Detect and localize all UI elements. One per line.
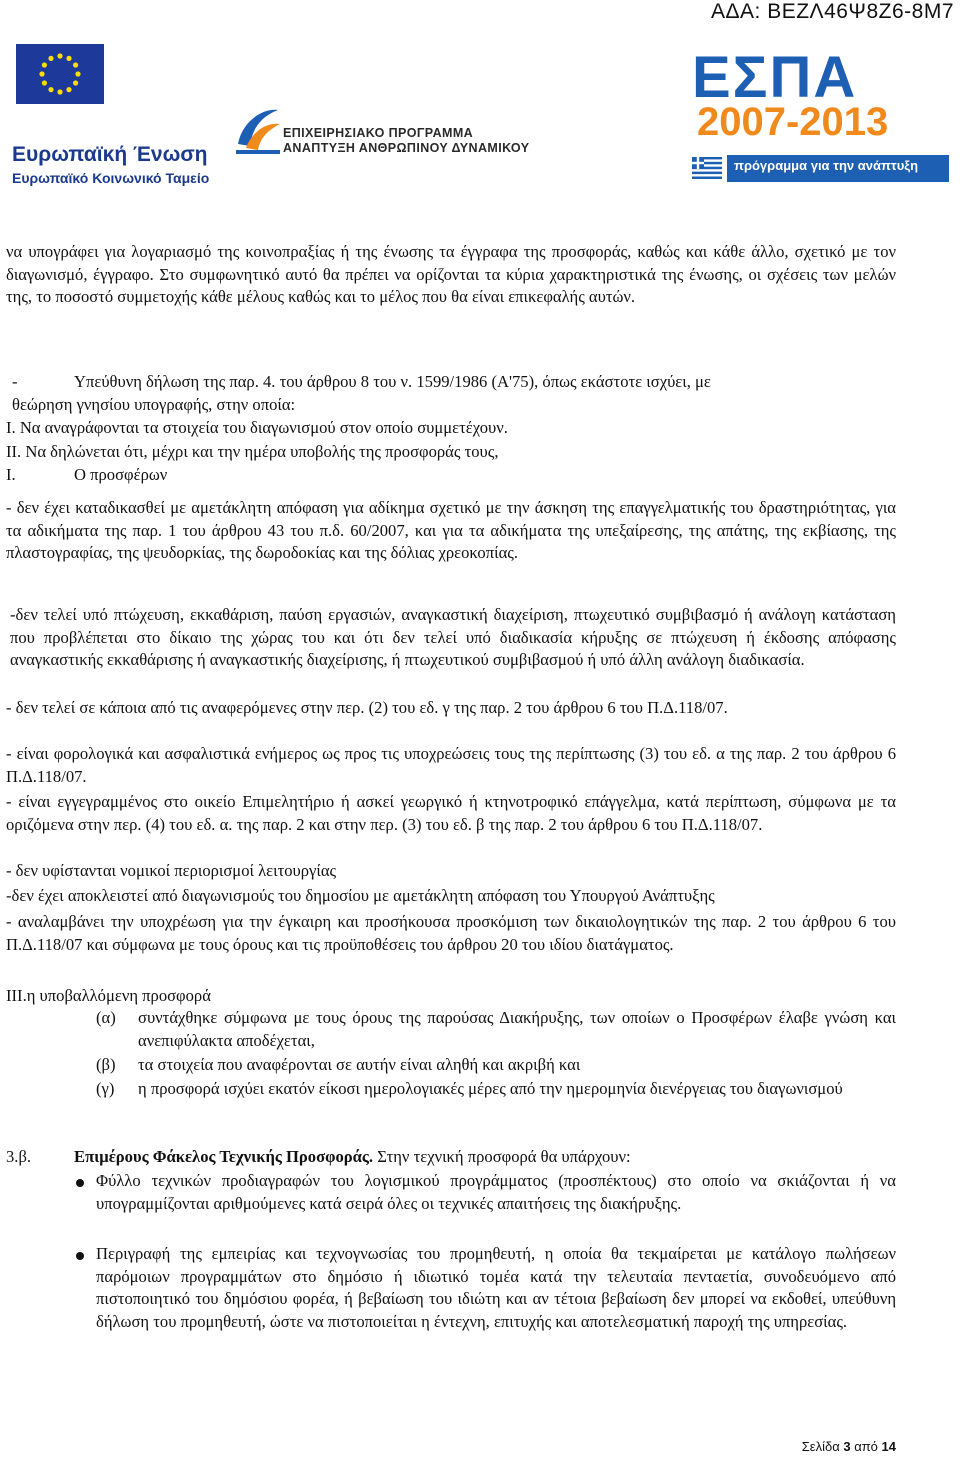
declaration-item-ii: ΙΙ. Να δηλώνεται ότι, μέχρι και την ημέρα υποβολής της προσφοράς τους,	[6, 442, 499, 461]
ada-code: ΑΔΑ: ΒΕΖΛ46Ψ8Ζ6-8Μ7	[710, 0, 954, 23]
offer-item-b-label: (β)	[96, 1055, 116, 1074]
program-logo-icon	[232, 100, 282, 160]
cases-paragraph: - δεν τελεί σε κάποια από τις αναφερόμενες στην περ. (2) του εδ. γ της παρ. 2 του άρθρου 6 του Π.Δ.118/07.	[6, 698, 728, 717]
eu-subtitle: Ευρωπαϊκό Κοινωνικό Ταμείο	[12, 170, 210, 186]
tax-paragraph: - είναι φορολογικά και ασφαλιστικά ενήμερος ως προς τις υποχρεώσεις τους της περίπτωσης (3) του εδ. α της παρ. 2 του άρθρου 6 Π.Δ.118/07.	[6, 744, 896, 786]
offer-item-a-text: συντάχθηκε σύμφωνα με τους όρους της παρούσας Διακήρυξης, των οποίων ο Προσφέρων έλαβε γνώση και ανεπιφύλακτα αποδέχεται,	[138, 1008, 896, 1050]
page-total: 14	[881, 1439, 896, 1454]
section-heading	[74, 1146, 631, 1169]
offer-item-a-label: (α)	[96, 1008, 116, 1027]
legal-paragraph: - δεν υφίστανται νομικοί περιορισμοί λειτουργίας	[6, 861, 337, 880]
bullet-dot-icon	[76, 1179, 84, 1187]
excluded-paragraph: -δεν έχει αποκλειστεί από διαγωνισμούς του δημοσίου με αμετάκλητη απόφαση του Υπουργού Ανάπτυξης	[6, 886, 715, 905]
bullet-item-experience: Περιγραφή της εμπειρίας και τεχνογνωσίας του προμηθευτή, η οποία θα τεκμαίρεται με κατάλογο πωλήσεων παρόμοιων προγραμμάτων στο δημόσιο ή ιδιωτικό τομέα κατά την τελευταία πενταετία, συνοδευόμενο από πιστοποιητικό του δημόσιου φορέα, ή βεβαίωση του ιδιώτη και αν τέτοια βεβαίωση δεν μπορεί να εκδοθεί, υπεύθυνη δήλωση του προμηθευτή, ώστε να πιστοποιείται η έντεχνη, επιτυχής και αποτελεσματική παροχή της υπηρεσίας.	[96, 1244, 896, 1331]
espa-slogan: πρόγραμμα για την ανάπτυξη	[734, 158, 919, 173]
page-number	[802, 1439, 896, 1454]
bankruptcy-paragraph: -δεν τελεί υπό πτώχευση, εκκαθάριση, παύση εργασιών, αναγκαστική διαχείριση, πτωχευτικό συμβιβασμό ή ανάλογη κατάσταση που προβλέπεται στο δίκαιο της χώρας του και ότι δεν τελεί υπό διαδικασία κήρυξης σε πτώχευση ή έκδοσης απόφασης αναγκαστικής εκκαθάρισης ή αναγκαστικής διαχείρισης, ή πτωχευτικού συμβιβασμού ή υπό άλλη ανάλογη διαδικασία.	[10, 605, 896, 669]
program-title-line1: ΕΠΙΧΕΙΡΗΣΙΑΚΟ ΠΡΟΓΡΑΜΜΑ	[283, 126, 474, 140]
declaration-line2: θεώρηση γνησίου υπογραφής, στην οποία:	[12, 395, 296, 414]
offer-item-b-text: τα στοιχεία που αναφέρονται σε αυτήν είναι αληθή και ακριβή και	[138, 1055, 581, 1074]
declaration-line1: Υπεύθυνη δήλωση της παρ. 4. του άρθρου 8 του ν. 1599/1986 (Α'75), όπως εκάστοτε ισχύει, με	[74, 372, 711, 391]
bullet-item-specifications: Φύλλο τεχνικών προδιαγραφών του λογισμικού προγράμματος (προσπέκτους) στο οποίο να σκιάζονται ή να υπογραμμίζονται αριθμούμενες κατά σειρά όλες οι τεχνικές απαιτήσεις της διακήρυξης.	[96, 1171, 896, 1213]
espa-logo-years: 2007-2013	[697, 100, 889, 144]
eu-title: Ευρωπαϊκή Ένωση	[12, 143, 208, 166]
eu-flag-logo	[16, 44, 104, 104]
program-title-line2: ΑΝΑΠΤΥΞΗ ΑΝΘΡΩΠΙΝΟΥ ΔΥΝΑΜΙΚΟΥ	[283, 141, 530, 155]
declaration-item-i2-text: Ο προσφέρων	[74, 465, 168, 484]
section-number: 3.β.	[6, 1147, 32, 1166]
declaration-item-i: Ι. Να αναγράφονται τα στοιχεία του διαγωνισμού στον οποίο συμμετέχουν.	[6, 418, 508, 437]
offer-item-c-text: η προσφορά ισχύει εκατόν είκοσι ημερολογιακές μέρες από την ημερομηνία διενέργειας του διαγωνισμού	[138, 1079, 843, 1098]
offer-heading: ΙΙΙ.η υποβαλλόμενη προσφορά	[6, 986, 211, 1005]
intro-paragraph: να υπογράφει για λογαριασμό της κοινοπραξίας ή της ένωσης τα έγγραφα της προσφοράς, καθώς και κάθε άλλο, σχετικό με τον διαγωνισμό, έγγραφο. Στο συμφωνητικό αυτό θα πρέπει να ορίζονται τα κύρια χαρακτηριστικά της ένωσης, οι σχέσεις των μελών της, το ποσοστό συμμετοχής κάθε μέλους καθώς και το μέλος που θα είναι επικεφαλής αυτών.	[6, 242, 896, 306]
declaration-item-i2-number: Ι.	[6, 465, 16, 484]
conviction-paragraph: - δεν έχει καταδικασθεί με αμετάκλητη απόφαση για αδίκημα σχετικό με την άσκηση της επαγγελματικής του δραστηριότητας, για τα αδικήματα της παρ. 1 του άρθρου 43 του π.δ. 60/2007, και για τα αδικήματα της υπεξαίρεσης, της απάτης, της εκβίασης, της πλαστογραφίας, της ψευδορκίας, της δωροδοκίας και της δόλιας χρεοκοπίας.	[6, 498, 896, 562]
espa-logo-word: ΕΣΠΑ	[692, 45, 858, 110]
section-intro: Στην τεχνική προσφορά θα υπάρχουν:	[373, 1147, 631, 1166]
declaration-dash: -	[12, 372, 18, 391]
greek-flag-icon	[692, 157, 722, 179]
page-separator: από	[850, 1439, 882, 1454]
page-current: 3	[843, 1439, 851, 1454]
undertake-paragraph: - αναλαμβάνει την υποχρέωση για την έγκαιρη και προσήκουσα προσκόμιση των δικαιολογητικών της παρ. 2 του άρθρου 6 του Π.Δ.118/07 και σύμφωνα με τους όρους και τις προϋποθέσεις του άρθρου 20 του ιδίου διατάγματος.	[6, 912, 896, 954]
page-label: Σελίδα	[801, 1439, 844, 1454]
eu-stars-icon	[16, 44, 104, 104]
chamber-paragraph: - είναι εγγεγραμμένος στο οικείο Επιμελητήριο ή ασκεί γεωργικό ή κτηνοτροφικό επάγγελμα, κατά περίπτωση, σύμφωνα με τα οριζόμενα στην περ. (4) του εδ. α. της παρ. 2 και στην περ. (3) του εδ. β της παρ. 2 του άρθρου 6 του Π.Δ.118/07.	[6, 792, 896, 834]
offer-item-c-label: (γ)	[96, 1079, 115, 1098]
section-title: Επιμέρους Φάκελος Τεχνικής Προσφοράς.	[74, 1147, 374, 1166]
bullet-dot-icon	[76, 1252, 84, 1260]
